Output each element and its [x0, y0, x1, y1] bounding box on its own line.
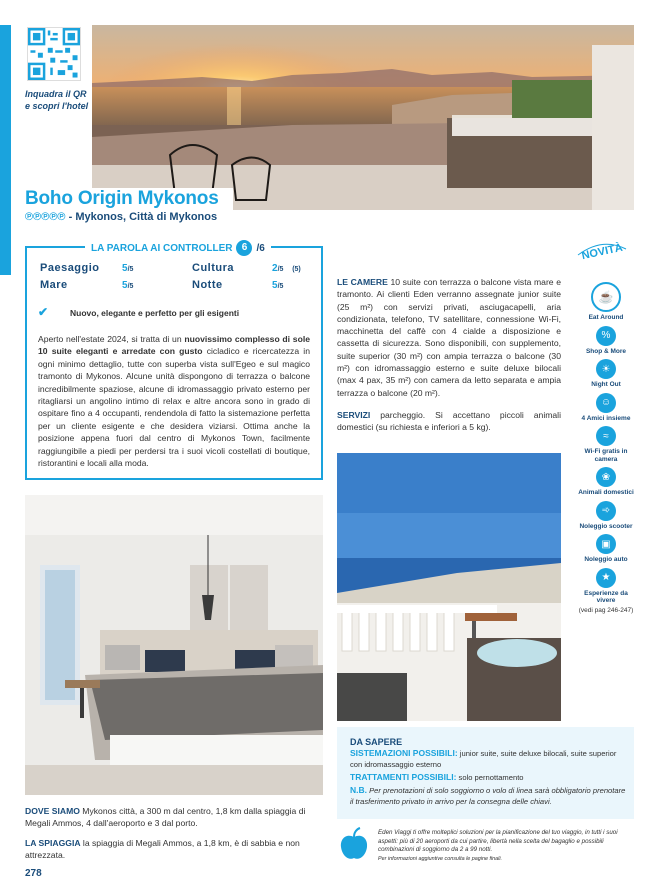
criterion-value: 5/5 — [272, 280, 284, 291]
feature-car: ▣ Noleggio auto — [578, 534, 634, 564]
criterion-label: Notte — [192, 279, 223, 291]
criterion-value: 5/5 — [122, 280, 134, 291]
hero-sunset-terrace-photo — [92, 25, 634, 210]
friends-icon: ☺ — [596, 393, 616, 413]
eden-info-text: Eden Viaggi ti offre molteplici soluzioni per la pianificazione del tuo viaggio, in tutti i suoi aspetti: più di 20 aeroporti da cui partire, libertà nella scelta del bagaglio e possibili combinazioni di soggiorno da 2 a 99 notti. Per informazioni aggiuntive consulta le pagine finali. — [378, 829, 618, 862]
night-out-icon: ☀ — [596, 359, 616, 379]
paw-icon: ❀ — [596, 467, 616, 487]
car-icon: ▣ — [596, 534, 616, 554]
dove-siamo: DOVE SIAMO Mykonos città, a 300 m dal centro, 1,8 km dalla spiaggia di Megali Ammos, 4 dall'aeroporto e 3 dal porto. — [25, 806, 306, 829]
wifi-icon: ≈ — [596, 426, 616, 446]
qr-caption: Inquadra il QR e scopri l'hotel — [25, 89, 89, 111]
hotel-location: ℗℗℗℗℗ - Mykonos, Città di Mykonos — [25, 211, 218, 223]
feature-eat-around: ☕ Eat Around — [578, 282, 634, 322]
features-column — [578, 282, 634, 618]
rooms-services-text — [337, 276, 561, 434]
feature-night-out: ☀ Night Out — [578, 359, 634, 389]
criterion-value: 2/5 (5) — [272, 263, 301, 274]
intro-paragraph: Aperto nell'estate 2024, si tratta di un nuovissimo complesso di sole 10 suite eleganti e arredate con gusto cicladico e ricercatezza in ogni minimo dettaglio, tutte con superba vista sull'Egeo e sul magico tramonto di Mykonos. Alcune unità dispongono di terrazza o balcone incredibilmente spaziose, alcune di idromassaggio privato esterno per ritagliarsi un angolino intimo di relax e altre ancora sono in grado di ospitare fino a 4 occupanti, rendendola di fatto la sistemazione perfetta per un cliente esigente e che desidera viziarsi. Ottima anche la posizione appena fuori dal centro di Mykonos Town, facilmente raggiungibile a piedi per perdersi tra i suoi vicoli costellati di boutique, ristorantini e locali alla moda. — [38, 334, 310, 469]
feature-scooter: ➾ Noleggio scooter — [578, 501, 634, 531]
feature-experiences: ★ Esperienze da vivere (vedi pag 246-247) — [578, 568, 634, 615]
novita-badge — [574, 233, 630, 263]
criterion-value: 5/5 — [122, 263, 134, 274]
side-accent-bar — [0, 25, 11, 275]
scooter-icon: ➾ — [596, 501, 616, 521]
eden-apple-logo — [338, 827, 370, 863]
qr-code[interactable] — [27, 27, 81, 81]
criterion-label: Paesaggio — [40, 262, 100, 274]
checkmark-icon: ✔ — [38, 305, 49, 319]
rating-tagline: Nuovo, elegante e perfetto per gli esigenti — [70, 308, 240, 318]
feature-shop-more: % Shop & More — [578, 326, 634, 356]
criterion-label: Cultura — [192, 262, 234, 274]
la-spiaggia: LA SPIAGGIA la spiaggia di Megali Ammos, a 1,8 km, è di sabbia e non attrezzata. — [25, 837, 300, 861]
qr-code-icon — [28, 28, 80, 80]
svg-text:NOVITÀ: NOVITÀ — [580, 241, 624, 263]
services-section: SERVIZI parcheggio. Si accettano piccoli animali domestici (su richiesta e inferiori a 5 kg). — [337, 409, 561, 433]
experience-icon: ★ — [596, 568, 616, 588]
rating-heading: LA PAROLA AI CONTROLLER 6 /6 — [85, 240, 271, 256]
feature-pets: ❀ Animali domestici — [578, 467, 634, 497]
eat-around-icon: ☕ — [591, 282, 621, 312]
overall-score: 6 — [236, 240, 252, 256]
features-note: (vedi pag 246-247) — [578, 606, 634, 614]
da-sapere-text: DA SAPERE SISTEMAZIONI POSSIBILI: junior suite, suite deluxe bilocali, suite superior con idromassaggio esterno TRATTAMENTI POSSIBILI: solo pernottamento N.B. Per prenotazioni di solo soggiorno o volo di linea sarà obbligatorio prenotare il trasferimento privato in arrivo per la consegna delle chiavi. — [350, 737, 626, 806]
feature-wifi: ≈ Wi-Fi gratis in camera — [578, 426, 634, 463]
page-number: 278 — [25, 868, 42, 879]
feature-friends: ☺ 4 Amici insieme — [578, 393, 634, 423]
bedroom-photo — [25, 495, 323, 795]
criterion-label: Mare — [40, 279, 68, 291]
location-text — [25, 805, 325, 862]
shopping-bag-icon: % — [596, 326, 616, 346]
terrace-sea-view-photo — [337, 453, 561, 721]
stars-rating: ℗℗℗℗℗ — [25, 211, 66, 223]
hotel-name: Boho Origin Mykonos — [25, 188, 219, 209]
rooms-section: LE CAMERE 10 suite con terrazza o balcone vista mare e tramonto. Ai clienti Eden verranno assegnate junior suite (25 m²) con servizi privati, asciugacapelli, aria condizionata, telefono, TV satellitare, connessione Wi-Fi, macchinetta del caffè con 4 cialde a disposizione e cassetta di sicurezza. Sono disponibili, con supplemento, suite superior (30 m²) con ampia terrazza o balcone (30 m²) con idromassaggio esterno e suite deluxe bilocali (max 4 pax, 35 m²) con camera da letto separata e ampia terrazza o balcone (20 m²). — [337, 277, 561, 398]
